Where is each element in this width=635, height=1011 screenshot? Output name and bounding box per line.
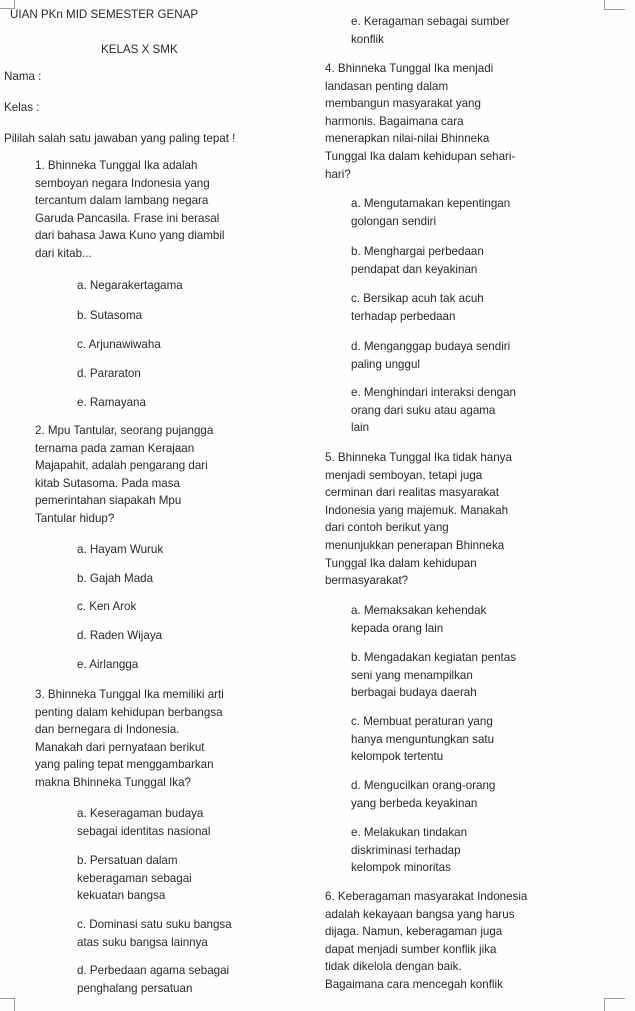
crop-mark-bottom-left <box>0 998 15 1011</box>
q1-option-d: d. Pararaton <box>77 367 141 380</box>
q4-option-c: c. Bersikap acuh tak acuh terhadap perbedaan <box>351 292 484 323</box>
q5-option-e: e. Melakukan tindakan diskriminasi terhadap kelompok minoritas <box>351 826 468 875</box>
question-3: 3. Bhinneka Tunggal Ika memiliki arti penting dalam kehidupan berbangsa dan bernegara di Indonesia. Manakah dari pernyataan berikut yang paling tepat menggambarkan makna Bhinneka Tunggal Ika? <box>35 688 224 789</box>
q4-option-e: e. Menghindari interaksi dengan orang dari suku atau agama lain <box>351 386 516 435</box>
q3-option-b: b. Persatuan dalam keberagaman sebagai kekuatan bangsa <box>77 854 192 903</box>
q1-option-e: e. Ramayana <box>77 396 146 409</box>
q1-option-a: a. Negarakertagama <box>77 279 183 292</box>
q2-option-e-cont: e. Keragaman sebagai sumber konflik <box>351 15 510 46</box>
q2-option-b: b. Gajah Mada <box>77 572 154 585</box>
q1-option-b: b. Sutasoma <box>77 309 143 322</box>
q5-option-c: c. Membuat peraturan yang hanya menguntungkan satu kelompok tertentu <box>351 715 495 764</box>
name-label: Nama : <box>4 70 42 83</box>
class-title: KELAS X SMK <box>101 43 178 56</box>
instruction-text: Pililah salah satu jawaban yang paling tepat ! <box>4 132 236 145</box>
q5-option-d: d. Mengucilkan orang-orang yang berbeda keyakinan <box>351 779 496 810</box>
q5-option-b: b. Mengadakan kegiatan pentas seni yang menampilkan berbagai budaya daerah <box>351 651 517 700</box>
q1-option-c: c. Arjunawiwaha <box>77 338 161 351</box>
crop-mark-bottom-right <box>604 998 625 1011</box>
q3-option-c: c. Dominasi satu suku bangsa atas suku bangsa lainnya <box>77 918 232 949</box>
question-1: 1. Bhinneka Tunggal Ika adalah semboyan negara Indonesia yang tercantum dalam lambang negara Garuda Pancasila. Frase ini berasal dari bahasa Jawa Kuno yang diambil dari kitab... <box>35 159 225 260</box>
crop-mark-top-right <box>604 0 625 10</box>
q2-option-d: d. Raden Wijaya <box>77 629 163 642</box>
q5-option-a: a. Memaksakan kehendak kepada orang lain <box>351 604 487 635</box>
q2-option-a: a. Hayam Wuruk <box>77 543 164 556</box>
exam-title: UIAN PKn MID SEMESTER GENAP <box>10 8 199 21</box>
class-label: Kelas : <box>4 101 40 114</box>
q3-option-d: d. Perbedaan agama sebagai penghalang persatuan <box>77 964 230 995</box>
q2-option-c: c. Ken Arok <box>77 600 137 613</box>
q3-option-a: a. Keseragaman budaya sebagai identitas nasional <box>77 807 211 838</box>
q4-option-a: a. Mengutamakan kepentingan golongan sendiri <box>351 197 511 228</box>
q4-option-b: b. Menghargai perbedaan pendapat dan keyakinan <box>351 245 484 276</box>
question-2: 2. Mpu Tantular, seorang pujangga ternama pada zaman Kerajaan Majapahit, adalah pengarang dari kitab Sutasoma. Pada masa pemerintahan siapakah Mpu Tantular hidup? <box>35 424 214 525</box>
question-6: 6. Keberagaman masyarakat Indonesia adalah kekayaan bangsa yang harus dijaga. Namun, keberagaman juga dapat menjadi sumber konflik jika tidak dikelola dengan baik. Bagaimana cara mencegah konflik <box>325 890 528 991</box>
q4-option-d: d. Menganggap budaya sendiri paling unggul <box>351 340 511 371</box>
question-5: 5. Bhinneka Tunggal Ika tidak hanya menjadi semboyan, tetapi juga cerminan dari realitas masyarakat Indonesia yang majemuk. Manakah dari contoh berikut yang menunjukkan penerapan Bhinneka Tunggal Ika dalam kehidupan bermasyarakat? <box>325 451 512 588</box>
q2-option-e: e. Airlangga <box>77 658 139 671</box>
question-4: 4. Bhinneka Tunggal Ika menjadi landasan penting dalam membangun masyarakat yang harmonis. Bagaimana cara menerapkan nilai-nilai Bhinneka Tunggal Ika dalam kehidupan sehari- hari? <box>325 62 516 181</box>
